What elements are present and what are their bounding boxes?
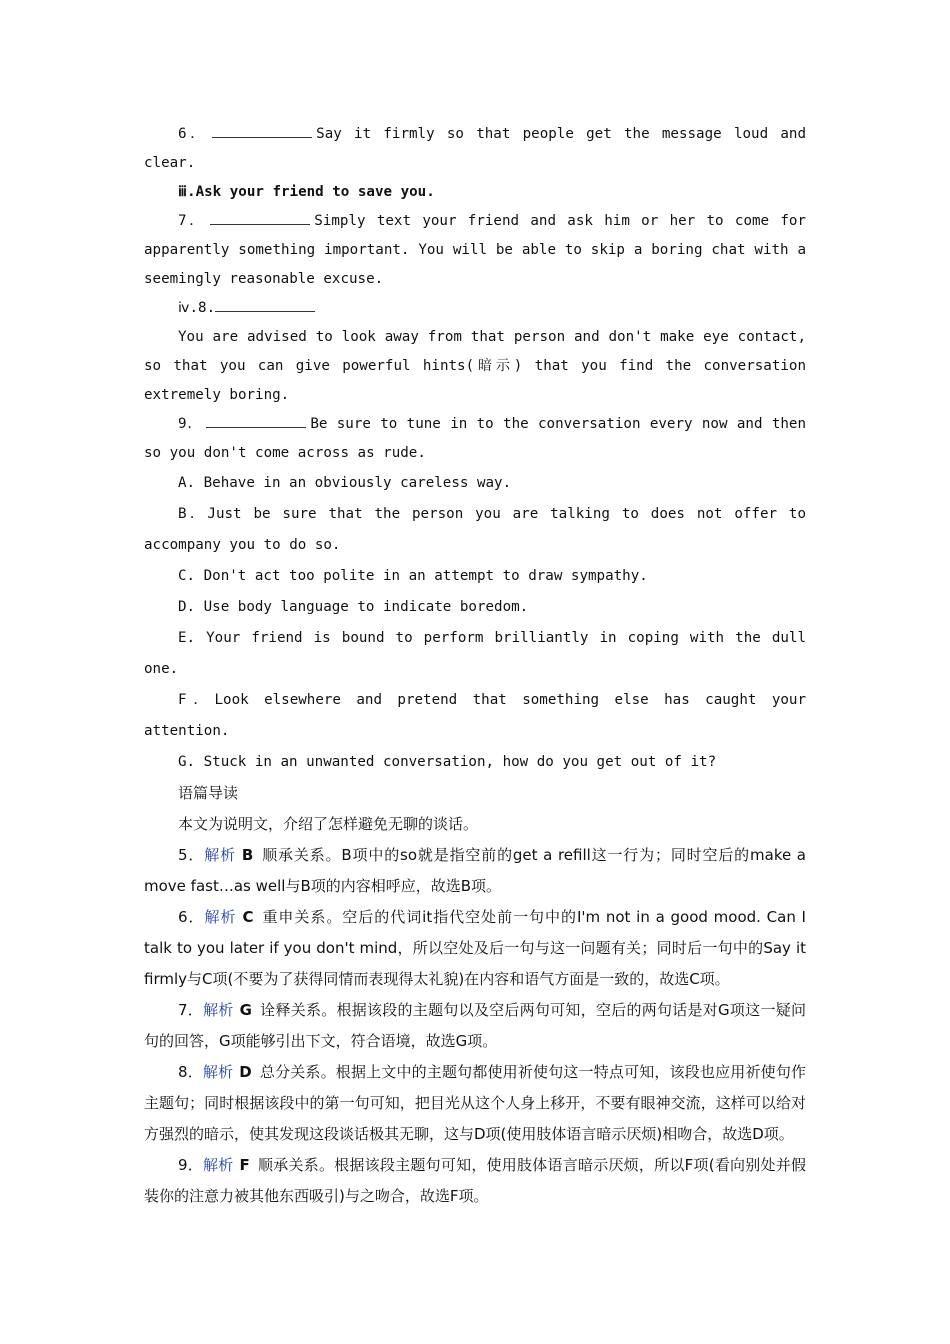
- analysis-answer: C: [242, 908, 254, 926]
- analysis-text: 顺承关系。根据该段主题句可知，使用肢体语言暗示厌烦，所以F项(看向别处并假装你的注意力被其他东西吸引)与之吻合，故选F项。: [144, 1156, 807, 1205]
- analysis-number: 8．: [178, 1063, 203, 1081]
- analysis-number: 7．: [178, 1001, 204, 1019]
- answer-blank: [210, 210, 310, 225]
- question-8: [144, 294, 806, 323]
- analysis-6: [144, 902, 806, 995]
- answer-blank: [206, 413, 306, 428]
- option-b: B．Just be sure that the person you are talking to does not offer to accompany you to do so.: [144, 506, 806, 553]
- question-number: 6．: [178, 126, 209, 142]
- analysis-label: 解析: [203, 1156, 234, 1174]
- analysis-7: [144, 995, 806, 1057]
- section-heading: ⅲ.Ask your friend to save you.: [178, 184, 435, 200]
- analysis-answer: F: [239, 1156, 250, 1174]
- analysis-text: 顺承关系。B项中的so就是指空前的get a refill这一行为；同时空后的make a move fast…as well与B项的内容相呼应，故选B项。: [144, 846, 807, 895]
- analysis-9: [144, 1150, 806, 1212]
- analysis-text: 总分关系。根据上文中的主题句都使用祈使句这一特点可知，该段也应用祈使句作主题句；同时根据该段中的第一句可知，把目光从这个人身上移开，不要有眼神交流，这样可以给对方强烈的暗示，使其发现这段谈话极其无聊，这与D项(使用肢体语言暗示厌烦)相吻合，故选D项。: [144, 1063, 806, 1143]
- option-c: C. Don't act too polite in an attempt to draw sympathy.: [178, 568, 648, 584]
- analysis-label: 解析: [204, 908, 237, 926]
- document-content: [144, 120, 806, 1212]
- question-text: Simply text your friend and ask him or her to come for apparently something important. You will be able to skip a boring chat with a seemingly reasonable excuse.: [144, 213, 807, 287]
- answer-blank: [212, 123, 312, 138]
- question-number: 7．: [178, 213, 207, 229]
- option-f: F．Look elsewhere and pretend that something else has caught your attention.: [144, 692, 806, 739]
- paragraph-8: You are advised to look away from that person and don't make eye contact, so that you can give powerful hints(暗示) that you find the conversation extremely boring.: [144, 329, 806, 403]
- question-6: [144, 120, 806, 178]
- analysis-label: 解析: [204, 846, 236, 864]
- analysis-text: 诠释关系。根据该段的主题句以及空后两句可知，空后的两句话是对G项这一疑问句的回答，G项能够引出下文，符合语境，故选G项。: [144, 1001, 806, 1050]
- analysis-8: [144, 1057, 806, 1150]
- question-9: [144, 410, 806, 468]
- option-a: A. Behave in an obviously careless way.: [178, 475, 512, 491]
- analysis-answer: B: [241, 846, 254, 864]
- guide-text: 本文为说明文，介绍了怎样避免无聊的谈话。: [178, 815, 479, 833]
- analysis-number: 9．: [178, 1156, 204, 1174]
- analysis-answer: G: [239, 1001, 252, 1019]
- question-7: [144, 207, 806, 294]
- analysis-number: 6．: [178, 908, 205, 926]
- guide-title: 语篇导读: [178, 784, 239, 802]
- question-number: ⅳ.8.: [178, 300, 216, 316]
- analysis-5: [144, 840, 806, 902]
- analysis-text: 重申关系。空后的代词it指代空处前一句中的I'm not in a good mood. Can I talk to you later if you don't mind，所以空处及后一句与这一问题有关；同时后一句中的Say it firmly与C项(不要为了获得同情而表现得太礼貌)在内容和语气方面是一致的，故选C项。: [144, 908, 806, 988]
- analysis-label: 解析: [203, 1001, 234, 1019]
- option-e: E. Your friend is bound to perform brilliantly in coping with the dull one.: [144, 630, 806, 677]
- option-g: G. Stuck in an unwanted conversation, how do you get out of it?: [178, 754, 717, 770]
- analysis-label: 解析: [202, 1063, 234, 1081]
- question-text: Say it firmly so that people get the message loud and clear.: [144, 126, 806, 171]
- analysis-answer: D: [239, 1063, 252, 1081]
- question-number: 9．: [178, 416, 203, 432]
- question-text: Be sure to tune in to the conversation every now and then so you don't come across as rude.: [144, 416, 806, 461]
- analysis-number: 5．: [178, 846, 205, 864]
- answer-blank: [215, 297, 315, 312]
- option-d: D. Use body language to indicate boredom.: [178, 599, 529, 615]
